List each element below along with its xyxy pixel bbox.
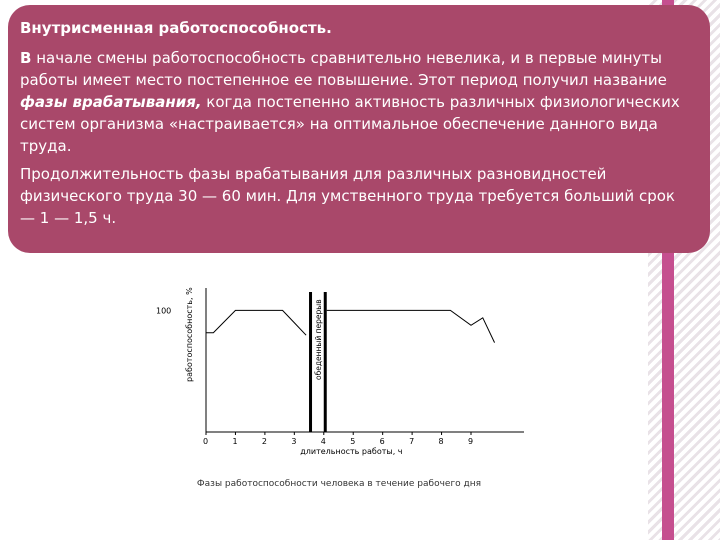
y-tick-label-100: 100 <box>156 306 172 316</box>
series-group <box>206 310 495 342</box>
paragraph-1-part-a: начале смены работоспособность сравнительно невелика, и в первые минуты работы имеет место постепенное ее повышение. Этот период получил название <box>20 49 667 89</box>
text-card <box>8 5 710 253</box>
paragraph-1 <box>20 47 694 157</box>
x-tick-label: 7 <box>409 437 415 446</box>
y-axis-label: работоспособность, % <box>185 287 194 382</box>
lunch-break-label: обеденный перерыв <box>313 299 323 380</box>
chart-svg <box>148 270 530 480</box>
series-line <box>206 310 306 335</box>
series-line <box>327 310 495 342</box>
chart-caption: Фазы работоспособности человека в течение рабочего дня <box>196 479 482 489</box>
paragraph-1-first-word: В <box>20 49 32 67</box>
x-tick-label: 5 <box>350 437 356 446</box>
x-axis-label: длительность работы, ч <box>300 447 403 456</box>
slide-heading: Внутрисменная работоспособность. <box>20 19 332 37</box>
x-tick-label: 4 <box>320 437 326 446</box>
x-tick-label: 6 <box>379 437 385 446</box>
x-tick-label: 1 <box>232 437 238 446</box>
x-tick-label: 8 <box>438 437 444 446</box>
paragraph-2: Продолжительность фазы врабатывания для различных разновидностей физического труда 30 — 60 мин. Для умственного труда требуется больший срок — 1 — 1,5 ч. <box>20 165 675 227</box>
x-tick-label: 3 <box>291 437 297 446</box>
x-ticks <box>203 432 473 446</box>
x-tick-label: 9 <box>468 437 474 446</box>
x-tick-label: 2 <box>261 437 267 446</box>
x-tick-label: 0 <box>203 437 209 446</box>
work-capacity-chart <box>148 270 530 518</box>
paragraph-1-emphasis: фазы врабатывания, <box>20 93 202 111</box>
paragraph-1-part-b: когда постепенно активность различных физиологических систем организма «настраивается» на оптимальное обеспечение данного вида труда. <box>20 93 680 155</box>
